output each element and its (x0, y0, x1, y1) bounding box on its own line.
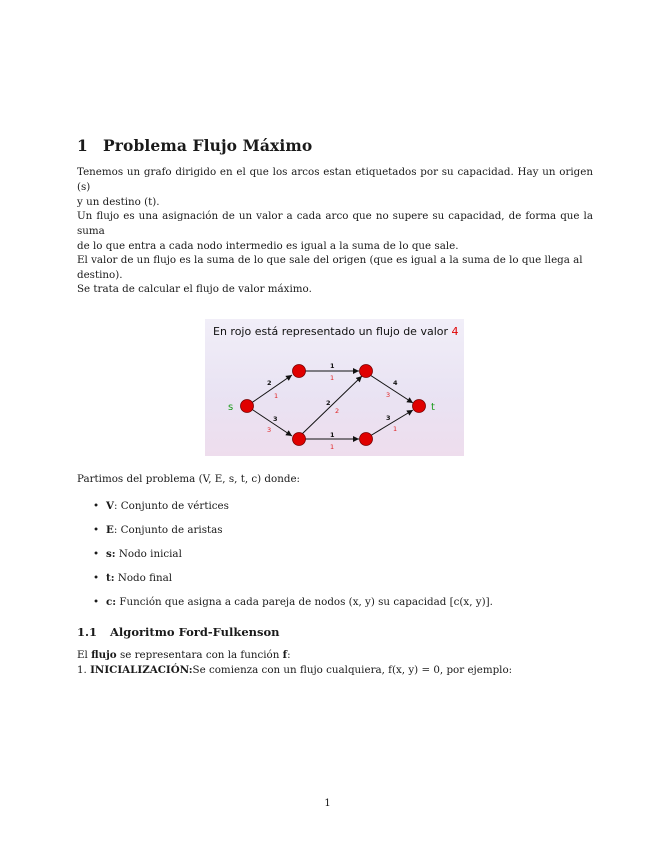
problem-intro (77, 472, 593, 487)
figure-title-text: En rojo está representado un flujo de valor (213, 325, 449, 338)
definition-sep: : (114, 500, 118, 512)
definition-text: Función que asigna a cada pareja de nodos (x, y) su capacidad [c(x, y)]. (116, 596, 493, 608)
node-s (241, 400, 254, 413)
edge-c-t-capacity: 4 (393, 379, 398, 387)
section-heading (77, 136, 312, 155)
definition-text: Conjunto de aristas (117, 524, 223, 536)
p1-line1: Tenemos un grafo dirigido en el que los arcos estan etiquetados por su capacidad. Hay un origen (s) (77, 166, 593, 193)
definition-text: Nodo final (114, 572, 173, 584)
bullet-dot: • (93, 572, 100, 584)
node-d (360, 433, 373, 446)
algo-line1-mid: se representara con la función (116, 649, 283, 661)
edge-b-c-capacity: 2 (326, 399, 331, 407)
definition-sep: : (113, 524, 118, 536)
step1-heading: INICIALIZACIÓN: (90, 664, 193, 676)
definition-term: E (106, 524, 114, 536)
algorithm-intro (77, 648, 593, 678)
definition-text: Nodo inicial (115, 548, 182, 560)
p2-line1: Un flujo es una asignación de un valor a cada arco que no supere su capacidad, de forma que la suma (77, 210, 593, 237)
subsection-title-text: Algoritmo Ford-Fulkenson (110, 625, 280, 639)
algo-function-f: f (282, 649, 288, 661)
paragraph-intro (77, 165, 593, 210)
edge-a-c-capacity: 1 (330, 362, 335, 370)
p3-text: El valor de un flujo es la suma de lo que sale del origen (que es igual a la suma de lo que llega al destino). (77, 254, 583, 281)
algo-line1-post: : (287, 649, 291, 661)
step1-text: Se comienza con un flujo cualquiera, f(x, y) = 0, por ejemplo: (192, 664, 513, 676)
edge-d-t (370, 410, 413, 436)
section-number: 1 (77, 136, 88, 155)
algo-line1-pre: El (77, 649, 92, 661)
node-b (293, 433, 306, 446)
edge-s-b-capacity: 3 (273, 415, 278, 423)
definition-item (93, 595, 493, 619)
node-c (360, 365, 373, 378)
paragraph-flow-definition (77, 209, 593, 254)
definition-item (93, 571, 493, 595)
p1-line2: y un destino (t). (77, 196, 160, 208)
edge-a-c-flow: 1 (330, 374, 335, 382)
bullet-dot: • (93, 524, 100, 536)
edge-c-t-flow: 3 (386, 391, 391, 399)
edge-s-a-capacity: 2 (267, 379, 272, 387)
definition-term: c: (106, 596, 117, 608)
step1-number: 1. (77, 664, 91, 676)
edge-b-c-flow: 2 (335, 407, 340, 415)
definition-term: s: (106, 548, 116, 560)
edge-s-b-flow: 3 (267, 426, 272, 434)
figure-title-value: 4 (451, 325, 459, 338)
edge-d-t-flow: 1 (393, 425, 398, 433)
edge-b-c (301, 376, 362, 435)
figure-title (213, 325, 459, 338)
page-number: 1 (324, 798, 331, 809)
flow-network-figure (205, 319, 464, 456)
subsection-heading (77, 625, 280, 639)
node-t-label: t (431, 402, 435, 413)
subsection-number: 1.1 (77, 625, 98, 639)
definition-text: Conjunto de vértices (117, 500, 229, 512)
flow-network-svg (205, 319, 464, 456)
definition-item (93, 523, 493, 547)
edge-b-d-capacity: 1 (330, 431, 335, 439)
bullet-dot: • (93, 548, 100, 560)
section-title-text: Problema Flujo Máximo (103, 136, 313, 155)
definition-item (93, 499, 493, 523)
definition-item (93, 547, 493, 571)
node-s-label: s (228, 402, 234, 413)
p4-text: Se trata de calcular el flujo de valor máximo. (77, 283, 312, 295)
edge-labels-group (267, 362, 398, 451)
edge-c-t (370, 375, 413, 403)
paragraph-goal (77, 282, 593, 297)
edge-b-d-flow: 1 (330, 443, 335, 451)
definition-list (93, 499, 493, 619)
node-a (293, 365, 306, 378)
bullet-dot: • (93, 500, 100, 512)
p2-line2: de lo que entra a cada nodo intermedio es igual a la suma de lo que sale. (77, 240, 459, 252)
bullet-dot: • (93, 596, 100, 608)
edge-d-t-capacity: 3 (386, 414, 391, 422)
edge-s-a-flow: 1 (274, 392, 279, 400)
paragraph-flow-value (77, 253, 593, 283)
node-t (413, 400, 426, 413)
problem-intro-text: Partimos del problema (V, E, s, t, c) donde: (77, 473, 301, 485)
algo-flow-term: flujo (91, 649, 117, 661)
definition-term: V (106, 500, 114, 512)
definition-term: t: (106, 572, 115, 584)
